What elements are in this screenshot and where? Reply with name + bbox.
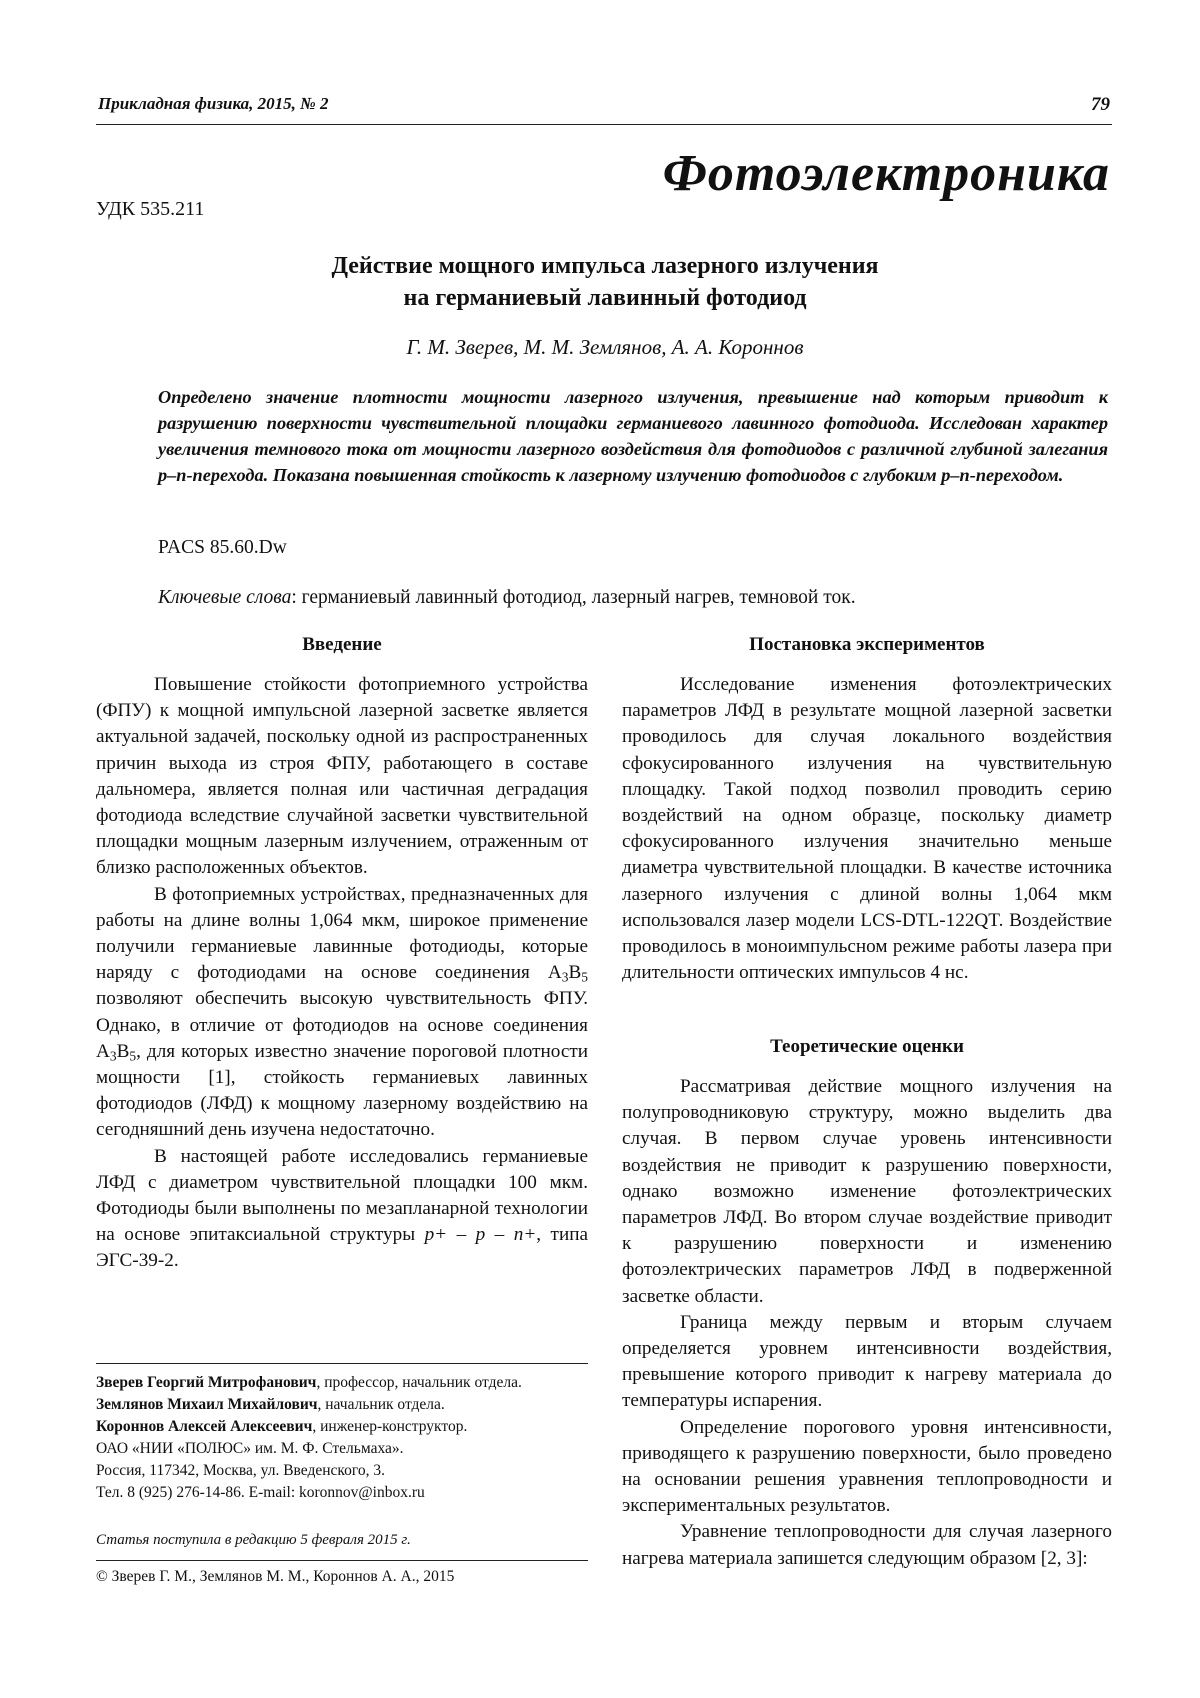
footnote-author-1 bbox=[96, 1372, 588, 1394]
pacs-code: PACS 85.60.Dw bbox=[158, 537, 287, 558]
footnote-address: Россия, 117342, Москва, ул. Введенского, 3. bbox=[96, 1462, 385, 1479]
author2-role: , начальник отдела. bbox=[317, 1396, 445, 1413]
intro-p2-sub: 3 bbox=[561, 969, 569, 985]
intro-paragraph-2 bbox=[96, 882, 588, 1144]
intro-p2-text-a: В фотоприемных устройствах, предназначенных для работы на длине волны 1,064 мкм, широкое применение получили германиевые лавинные фотодиоды, которые наряду с фотодиодами на основе соединения A bbox=[96, 883, 588, 984]
header-divider bbox=[96, 124, 1112, 125]
author3-name: Короннов Алексей Алексеевич bbox=[96, 1418, 313, 1435]
article-title bbox=[160, 250, 1050, 314]
structure-formula: p+ – p – n+ bbox=[424, 1224, 537, 1246]
keywords bbox=[158, 587, 856, 609]
article-title-line1: Действие мощного импульса лазерного излучения bbox=[331, 253, 879, 279]
journal-header: Прикладная физика, 2015, № 2 bbox=[98, 94, 329, 113]
theory-heading: Теоретические оценки bbox=[770, 1036, 964, 1057]
experiments-heading: Постановка экспериментов bbox=[749, 634, 985, 655]
keywords-label: Ключевые слова bbox=[158, 587, 292, 608]
received-date: Статья поступила в редакцию 5 февраля 2015 г. bbox=[96, 1532, 411, 1548]
footnote-divider bbox=[96, 1363, 588, 1364]
footnote-author-3 bbox=[96, 1416, 588, 1438]
keywords-text: : германиевый лавинный фотодиод, лазерный нагрев, темновой ток. bbox=[291, 587, 856, 608]
udk-code: УДК 535.211 bbox=[96, 198, 205, 220]
intro-p2-text-b: B bbox=[568, 962, 582, 984]
theory-paragraph-4: Уравнение теплопроводности для случая лазерного нагрева материала запишется следующим образом [2, 3]: bbox=[622, 1521, 1112, 1569]
section-title: Фотоэлектроника bbox=[662, 145, 1110, 202]
author-footnote bbox=[96, 1372, 588, 1504]
intro-p2-text-e: , для которых известно значение пороговой плотности мощности [1], стойкость германиевых лавинных фотодиодов (ЛФД) к мощному лазерному воздействию на сегодняшний день изучена недостаточно. bbox=[96, 1040, 588, 1141]
intro-p2-text-c: позволяют обеспечить высокую чувствительность ФПУ. Однако, в отличие от фотодиодов на основе соединения A bbox=[96, 988, 588, 1062]
author1-role: , профессор, начальник отдела. bbox=[316, 1374, 522, 1391]
article-title-line2: на германиевый лавинный фотодиод bbox=[403, 285, 807, 311]
intro-p2-sub: 5 bbox=[581, 969, 588, 985]
intro-paragraph-3 bbox=[96, 1144, 588, 1275]
intro-paragraph-1: Повышение стойкости фотоприемного устройства (ФПУ) к мощной импульсной лазерной засветке является актуальной задачей, поскольку одной из распространенных причин выхода из строя ФПУ, работающего в составе дальномера, является полная или частичная деградация фотодиода вследствие случайной засветки чувствительной площадки мощным лазерным излучением, отраженным от близко расположенных объектов. bbox=[96, 674, 588, 879]
intro-column bbox=[96, 672, 588, 1275]
theory-paragraph-3: Определение порогового уровня интенсивности, приводящего к разрушению поверхности, было проведено на основании решения уравнения теплопроводности и экспериментальных результатов. bbox=[622, 1416, 1112, 1517]
theory-paragraph-2: Граница между первым и вторым случаем определяется уровнем интенсивности воздействия, превышение которого приводит к нагреву материала до температуры испарения. bbox=[622, 1311, 1112, 1412]
author2-name: Землянов Михаил Михайлович bbox=[96, 1396, 318, 1413]
intro-p3-text-b: , типа ЭГС-39-2. bbox=[96, 1224, 588, 1272]
copyright-divider bbox=[96, 1560, 588, 1561]
intro-p2-text-d: B bbox=[116, 1040, 130, 1062]
intro-p3-text-a: В настоящей работе исследовались германиевые ЛФД с диаметром чувствительной площадки 100 мкм. Фотодиоды были выполнены по мезапланарной технологии на основе эпитаксиальной структуры bbox=[96, 1145, 588, 1246]
authors: Г. М. Зверев, М. М. Землянов, А. А. Короннов bbox=[406, 335, 804, 359]
experiments-paragraph-1: Исследование изменения фотоэлектрических параметров ЛФД в результате мощной лазерной засветки проводилось для случая локального воздействия сфокусированного излучения на чувствительную площадку. Такой подход позволил проводить серию воздействий на одном образце, поскольку диаметр сфокусированного излучения значительно меньше диаметра чувствительной площадки. В качестве источника лазерного излучения с длиной волны 1,064 мкм использовался лазер модели LCS-DTL-122QT. Воздействие проводилось в моноимпульсном режиме работы лазера при длительности оптических импульсов 4 нс. bbox=[622, 674, 1112, 984]
copyright: © Зверев Г. М., Землянов М. М., Короннов А. А., 2015 bbox=[96, 1568, 455, 1585]
theory-paragraph-1: Рассматривая действие мощного излучения на полупроводниковую структуру, можно выделить два случая. В первом случае уровень интенсивности воздействия не приводит к разрушению поверхности, однако возможно изменение фотоэлектрических параметров ЛФД. Во втором случае воздействие приводит к разрушению поверхности и изменению фотоэлектрических параметров ЛФД в подверженной засветке области. bbox=[622, 1076, 1112, 1307]
page-number: 79 bbox=[1091, 94, 1110, 115]
author3-role: , инженер-конструктор. bbox=[312, 1418, 468, 1435]
intro-p2-sub: 3 bbox=[109, 1048, 117, 1064]
theory-column bbox=[622, 1074, 1112, 1572]
abstract: Определено значение плотности мощности лазерного излучения, превышение над которым приводит к разрушению поверхности чувствительной площадки германиевого лавинного фотодиода. Исследован характер увеличения темнового тока от мощности лазерного воздействия для фотодиодов с различной глубиной залегания p–n-перехода. Показана повышенная стойкость к лазерному излучению фотодиодов с глубоким p–n-переходом. bbox=[158, 387, 1108, 485]
footnote-org: ОАО «НИИ «ПОЛЮС» им. М. Ф. Стельмаха». bbox=[96, 1440, 404, 1457]
experiments-column bbox=[622, 672, 1112, 986]
intro-heading: Введение bbox=[302, 634, 382, 655]
footnote-contact: Тел. 8 (925) 276-14-86. E-mail: koronnov@inbox.ru bbox=[96, 1484, 425, 1501]
author1-name: Зверев Георгий Митрофанович bbox=[96, 1374, 317, 1391]
footnote-author-2 bbox=[96, 1394, 588, 1416]
intro-p2-sub: 5 bbox=[129, 1048, 137, 1064]
